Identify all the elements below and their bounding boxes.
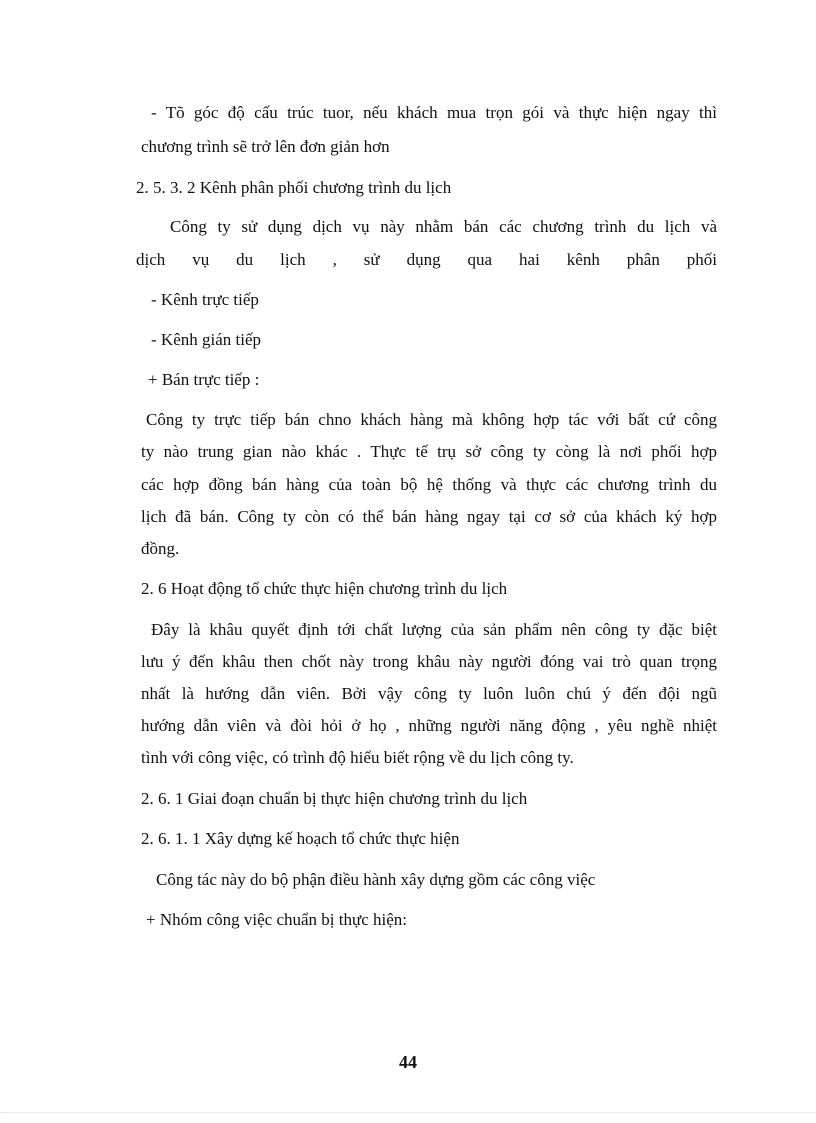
text-line: Công tác này do bộ phận điều hành xây dựng gồm các công việc <box>156 870 596 889</box>
section-heading: 2. 6. 1 Giai đoạn chuẩn bị thực hiện chương trình du lịch <box>141 789 528 808</box>
text-line: đồng. <box>141 539 180 558</box>
text-line: Công ty trực tiếp bán chno khách hàng mà không hợp tác với bất cứ công <box>146 410 717 429</box>
text-line: Đây là khâu quyết định tới chất lượng của sản phẩm nên công ty đặc biệt <box>151 620 717 639</box>
page-number: 44 <box>399 1052 417 1072</box>
section-heading: 2. 6. 1. 1 Xây dựng kế hoạch tổ chức thực hiện <box>141 829 460 848</box>
text-line: - Tõ góc độ cấu trúc tuor, nếu khách mua trọn gói và thực hiện ngay thì <box>151 103 717 122</box>
list-item: + Bán trực tiếp : <box>148 370 260 389</box>
section-heading: 2. 6 Hoạt động tổ chức thực hiện chương trình du lịch <box>141 579 508 598</box>
text-line: lịch đã bán. Công ty còn có thể bán hàng ngay tại cơ sở của khách ký hợp <box>141 507 717 526</box>
text-line: các hợp đồng bán hàng của toàn bộ hệ thống và thực các chương trình du <box>141 475 717 494</box>
text-line: ty nào trung gian nào khác . Thực tế trụ sở công ty còng là nơi phối hợp <box>141 442 717 461</box>
text-line: hướng dẫn viên và đòi hỏi ở họ , những người năng động , yêu nghề nhiệt <box>141 716 717 735</box>
text-line: lưu ý đến khâu then chốt này trong khâu này người đóng vai trò quan trọng <box>141 652 717 671</box>
section-heading: 2. 5. 3. 2 Kênh phân phối chương trình du lịch <box>136 178 452 197</box>
list-item: - Kênh gián tiếp <box>151 330 261 349</box>
text-line: dịch vụ du lịch , sử dụng qua hai kênh phân phối <box>136 250 717 269</box>
text-line: chương trình sẽ trở lên đơn giản hơn <box>141 137 390 156</box>
text-line: tình với công việc, có trình độ hiểu biết rộng về du lịch công ty. <box>141 748 574 767</box>
page-edge-divider <box>0 1112 816 1113</box>
text-line: nhất là hướng dẫn viên. Bởi vậy công ty luôn luôn chú ý đến đội ngũ <box>141 684 717 703</box>
text-line: Công ty sử dụng dịch vụ này nhằm bán các chương trình du lịch và <box>170 217 717 236</box>
list-item: + Nhóm công việc chuẩn bị thực hiện: <box>146 910 407 929</box>
list-item: - Kênh trực tiếp <box>151 290 259 309</box>
